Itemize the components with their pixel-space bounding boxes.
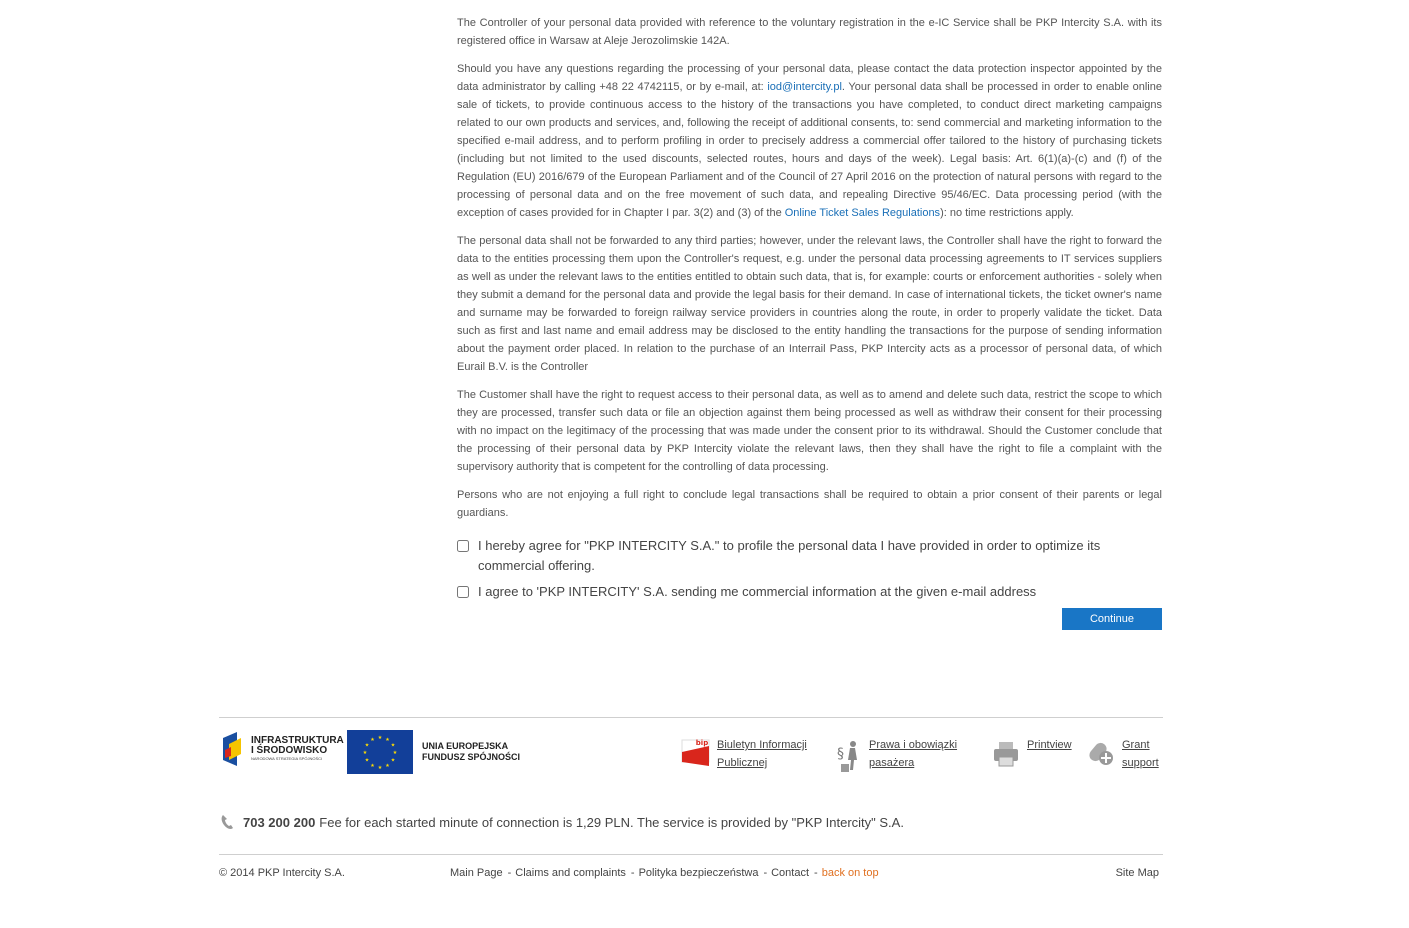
eu-line2: FUNDUSZ SPÓJNOŚCI — [422, 752, 521, 762]
svg-text:★: ★ — [370, 737, 375, 743]
processing-text-a: Should you have any questions regarding the processing of your personal data, please contact the data protection inspector appointed by the data administrator by calling +48 22 4742115, or by e-mail, at: — [457, 63, 1162, 93]
continue-button[interactable]: Continue — [1062, 608, 1162, 630]
svg-text:★: ★ — [377, 735, 383, 741]
footer-logos-row — [219, 718, 1163, 808]
profiling-consent-checkbox[interactable] — [457, 540, 469, 552]
bip-line1: Biuletyn Informacji — [717, 739, 807, 751]
grant-support-link[interactable] — [1122, 736, 1159, 772]
grant-tool — [1086, 736, 1159, 772]
rights-line1: Prawa i obowiązki — [869, 739, 958, 751]
phone-icon — [219, 813, 237, 831]
bip-link[interactable] — [717, 736, 807, 772]
forwarding-paragraph: The personal data shall not be forwarded to any third parties; however, under the relevant laws, the Controller shall have the right to forward the data to the entities processing them upon the Controller's request, e.g. under the personal data processing agreements to IT services suppliers as well as under the relevant laws to the entities entitled to obtain such data, that is, for example: courts or enforcement authorities - solely when they submit a demand for the personal data and provide the legal basis for their demand. In case of international tickets, the ticket owner's name and surname may be forwarded to foreign railway service providers in countries along the route, in order to properly validate the ticket. Data such as first and last name and email address may be disclosed to the entity handling the transactions for the purpose of sending information about the payment order placed. In relation to the purchase of an Interrail Pass, PKP Intercity acts as a processor of personal data, of which Eurail B.V. is the Controller — [457, 235, 1162, 373]
is-line2: I ŚRODOWISKO — [251, 745, 328, 756]
marketing-consent-checkbox[interactable] — [457, 586, 469, 598]
eu-logo — [347, 730, 520, 774]
footer-bottom — [219, 854, 1163, 885]
footer-links — [450, 867, 879, 879]
profiling-consent-row — [457, 536, 1162, 576]
svg-text:★: ★ — [364, 742, 370, 749]
footer-separator: - — [814, 867, 818, 879]
is-sub: NARODOWA STRATEGIA SPÓJNOŚCI — [251, 756, 323, 761]
svg-text:★: ★ — [385, 763, 390, 769]
copyright: © 2014 PKP Intercity S.A. — [219, 867, 345, 879]
processing-text-c: ): no time restrictions apply. — [940, 207, 1074, 219]
infrastruktura-logo — [221, 730, 344, 768]
grant-line1: Grant — [1122, 739, 1150, 751]
bip-tool — [681, 736, 807, 772]
print-tool — [991, 736, 1072, 770]
continue-wrap — [457, 608, 1162, 630]
svg-text:★: ★ — [385, 737, 390, 743]
profiling-consent-label[interactable]: I hereby agree for "PKP INTERCITY S.A." to profile the personal data I have provided in order to optimize its commercial offering. — [478, 538, 1101, 573]
printview-link[interactable]: Printview — [1027, 739, 1072, 751]
processing-text-b: . Your personal data shall be processed in order to enable online sale of tickets, to provide continuous access to the history of the transactions you have completed, to conduct direct marketing campaigns related to our own products and services, and, following the receipt of additional consents, to: send commercial and marketing information to the specified e-mail address, and to perform profiling in order to precisely address a commercial offer tailored to the history of purchasing tickets (including but not limited to the used discounts, selected routes, hours and days of the week). Legal basis: Art. 6(1)(a)-(c) and (f) of the Regulation (EU) 2016/679 of the European Parliament and of the Council of 27 April 2016 on the protection of natural persons with regard to the processing of personal data and on the free movement of such data, and repealing Directive 95/46/EC. Data processing period (with the exception of cases provided for in Chapter I par. 3(2) and (3) of the — [457, 81, 1162, 219]
eu-line1: UNIA EUROPEJSKA — [422, 741, 509, 751]
controller-paragraph: The Controller of your personal data provided with reference to the voluntary registration in the e-IC Service shall be PKP Intercity S.A. with its registered office in Warsaw at Aleje Jerozolimskie 142A. — [457, 17, 1162, 47]
is-line1: INFRASTRUKTURA — [251, 735, 344, 746]
bip-icon — [681, 736, 711, 770]
back-on-top-link[interactable]: back on top — [821, 867, 879, 879]
regulations-link[interactable]: Online Ticket Sales Regulations — [784, 207, 941, 219]
grant-support-icon — [1086, 736, 1116, 770]
hotline-number: 703 200 200 — [243, 814, 316, 830]
hotline-fee-text: Fee for each started minute of connection is 1,29 PLN. The service is provided by "PKP Intercity" S.A. — [319, 814, 904, 830]
footer-separator: - — [507, 867, 512, 879]
contact-link[interactable]: Contact — [771, 867, 810, 879]
hotline-row — [219, 813, 904, 831]
svg-text:★: ★ — [362, 750, 368, 756]
eu-flag-icon — [347, 730, 413, 774]
site-map-link[interactable]: Site Map — [1115, 867, 1159, 879]
claims-link[interactable]: Claims and complaints — [515, 867, 626, 879]
bip-line2: Publicznej — [717, 757, 768, 769]
svg-text:★: ★ — [390, 742, 396, 749]
svg-text:★: ★ — [377, 765, 383, 771]
processing-paragraph — [457, 60, 1162, 222]
bip-badge-text: bip — [695, 739, 709, 747]
printer-icon — [991, 736, 1021, 770]
rights-paragraph: The Customer shall have the right to request access to their personal data, as well as to amend and delete such data, restrict the scope to which they are processed, transfer such data or file an objection against them being processed as well as withdraw their consent for their processing with no impact on the legitimacy of the processing that was made under the consent prior to its withdrawal. Should the Customer conclude that the processing of their personal data by PKP Intercity violate the relevant laws, then they shall have the right to file a complaint with the supervisory authority that is competent for the controlling of data processing. — [457, 389, 1162, 473]
svg-text:★: ★ — [370, 763, 375, 769]
consent-content — [457, 14, 1162, 630]
privacy-policy-link[interactable]: Polityka bezpieczeństwa — [638, 867, 759, 879]
svg-text:§: § — [837, 746, 844, 762]
minors-paragraph: Persons who are not enjoying a full right to conclude legal transactions shall be required to obtain a prior consent of their parents or legal guardians. — [457, 489, 1162, 519]
svg-text:★: ★ — [364, 757, 370, 764]
footer-separator: - — [630, 867, 635, 879]
marketing-consent-label[interactable]: I agree to 'PKP INTERCITY' S.A. sending me commercial information at the given e-mail address — [478, 584, 1037, 599]
rights-tool — [833, 736, 957, 776]
marketing-consent-row — [457, 582, 1162, 602]
footer — [219, 717, 1163, 879]
rights-line2: pasażera — [869, 757, 915, 769]
passenger-rights-link[interactable] — [869, 736, 957, 772]
main-page-link[interactable]: Main Page — [450, 867, 503, 879]
grant-line2: support — [1122, 757, 1159, 769]
svg-text:★: ★ — [390, 757, 396, 764]
footer-separator: - — [763, 867, 768, 879]
dpo-email-link[interactable]: iod@intercity.pl — [767, 81, 842, 93]
infrastruktura-logo-icon — [221, 730, 245, 768]
passenger-rights-icon — [833, 736, 863, 776]
svg-text:★: ★ — [392, 750, 398, 756]
